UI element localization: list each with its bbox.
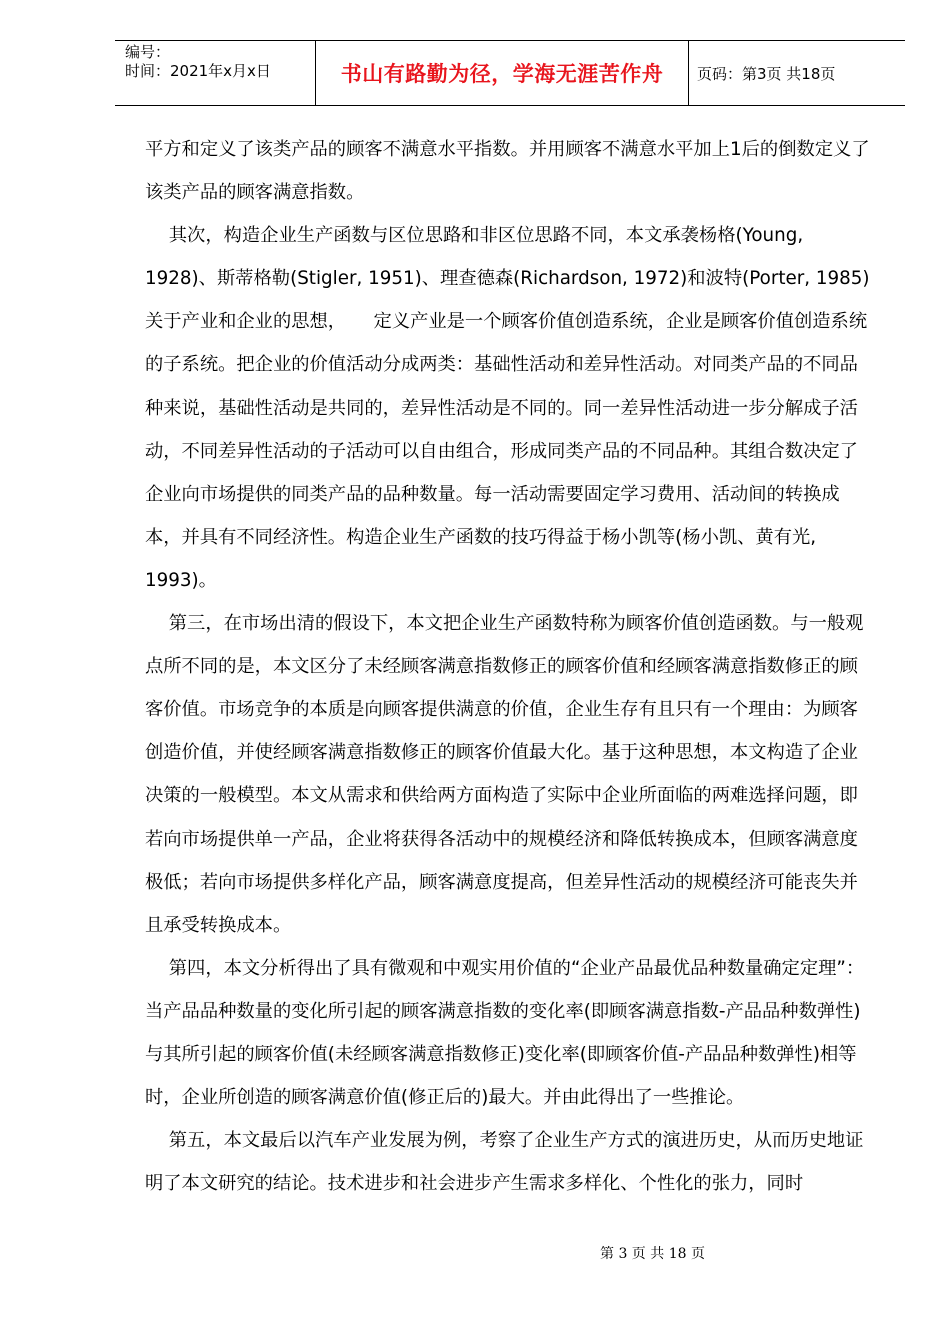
document-time-label: 时间：2021年x月x日 <box>125 62 271 80</box>
body-paragraph-4: 第四，本文分析得出了具有微观和中观实用价值的“企业产品最优品种数量确定定理”：当产品品种数量的变化所引起的顾客满意指数的变化率(即顾客满意指数-产品品种数弹性)与其所引起的顾客价值(未经顾客满意指数修正)变化率(即顾客价值-产品品种数弹性)相等时，企业所创造的顾客满意价值(修正后的)最大。并由此得出了一些推论。 <box>145 957 865 1109</box>
body-paragraph-1: 平方和定义了该类产品的顾客不满意水平指数。并用顾客不满意水平加上1后的倒数定义了该类产品的顾客满意指数。 <box>145 139 870 204</box>
body-paragraph-2: 其次，构造企业生产函数与区位思路和非区位思路不同，本文承袭杨格(Young, 1928)、斯蒂格勒(Stigler, 1951)、理查德森(Richardson, 1972)和波特(Porter, 1985)关于产业和企业的思想， 定义产业是一个顾客价值创造系统，企业是顾客价值创造系统的子系统。把企业的价值活动分成两类：基础性活动和差异性活动。对同类产品的不同品种来说，基础性活动是共同的，差异性活动是不同的。同一差异性活动进一步分解成子活动，不同差异性活动的子活动可以自由组合，形成同类产品的不同品种。其组合数决定了企业向市场提供的同类产品的品种数量。每一活动需要固定学习费用、活动间的转换成本，并具有不同经济性。构造企业生产函数的技巧得益于杨小凯等(杨小凯、黄有光, 1993)。 <box>145 225 870 591</box>
header-motto-cell <box>315 41 689 105</box>
document-number-label: 编号： <box>125 43 171 61</box>
header-page-cell <box>689 41 905 105</box>
page-footer-number: 第 3 页 共 18 页 <box>600 1246 705 1262</box>
page-header <box>115 40 905 106</box>
document-body <box>145 128 875 1205</box>
body-paragraph-5: 第五，本文最后以汽车产业发展为例，考察了企业生产方式的演进历史，从而历史地证明了本文研究的结论。技术进步和社会进步产生需求多样化、个性化的张力，同时 <box>145 1130 864 1195</box>
header-page-info: 页码：第3页 共18页 <box>697 64 836 83</box>
body-paragraph-3: 第三，在市场出清的假设下，本文把企业生产函数特称为顾客价值创造函数。与一般观点所不同的是，本文区分了未经顾客满意指数修正的顾客价值和经顾客满意指数修正的顾客价值。市场竞争的本质是向顾客提供满意的价值，企业生存有且只有一个理由：为顾客创造价值，并使经顾客满意指数修正的顾客价值最大化。基于这种思想，本文构造了企业决策的一般模型。本文从需求和供给两方面构造了实际中企业所面临的两难选择问题，即若向市场提供单一产品，企业将获得各活动中的规模经济和降低转换成本，但顾客满意度极低；若向市场提供多样化产品，顾客满意度提高，但差异性活动的规模经济可能丧失并且承受转换成本。 <box>145 613 864 936</box>
header-meta <box>115 41 315 105</box>
header-motto: 书山有路勤为径，学海无涯苦作舟 <box>340 62 664 86</box>
